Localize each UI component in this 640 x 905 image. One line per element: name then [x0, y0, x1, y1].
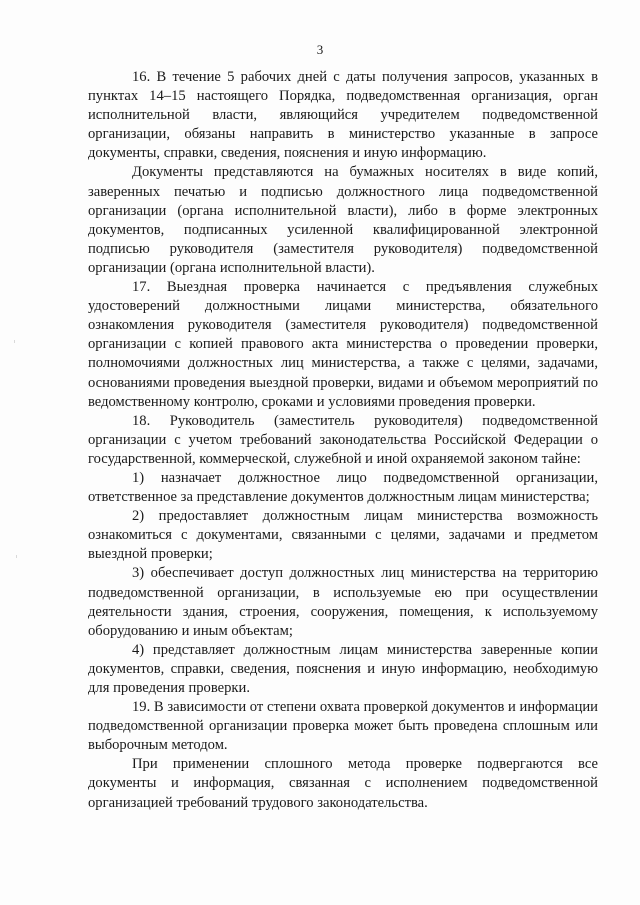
list-item-2: 2) предоставляет должностным лицам министерства возможность ознакомиться с документами, связанными с целями, задачами и предметом выездной проверки; [88, 508, 598, 563]
page-number: 3 [316, 42, 324, 57]
paragraph-documents-form: Документы представляются на бумажных носителях в виде копий, заверенных печатью и подписью должностного лица подведомственной организации (органа исполнительной власти), либо в форме электронных документов, подписанных усиленной квалифицированной электронной подписью руководителя (заместителя руководителя) подведомственной организации (органа исполнительной власти). [88, 164, 598, 276]
list-item-3: 3) обеспечивает доступ должностных лиц министерства на территорию подведомственной организации, в используемые ею при осуществлении деятельности здания, строения, сооружения, помещения, к используемому оборудованию и иным объектам; [88, 565, 598, 639]
scan-artifact [16, 555, 17, 558]
list-item-1: 1) назначает должностное лицо подведомственной организации, ответственное за представление документов должностным лицам министерства; [88, 469, 598, 506]
paragraph-18: 18. Руководитель (заместитель руководителя) подведомственной организации с учетом требований законодательства Российской Федерации о государственной, коммерческой, служебной и иной охраняемой законом тайне: [88, 412, 598, 467]
paragraph-continuous-method: При применении сплошного метода проверке подвергаются все документы и информация, связанная с исполнением подведомственной организацией требований трудового законодательства. [88, 756, 598, 811]
paragraph-17: 17. Выездная проверка начинается с предъявления служебных удостоверений должностными лицами министерства, обязательного ознакомления руководителя (заместителя руководителя) подведомственной организации с копией правового акта министерства о проведении проверки, полномочиями должностных лиц министерства, а также с целями, задачами, основаниями проведения выездной проверки, видами и объемом мероприятий по ведомственному контролю, сроками и условиями проведения проверки. [88, 279, 598, 410]
paragraph-16: 16. В течение 5 рабочих дней с даты получения запросов, указанных в пунктах 14–15 настоящего Порядка, подведомственная организация, орган исполнительной власти, являющийся учредителем подведомственной организации, обязаны направить в министерство указанные в запросе документы, справки, сведения, пояснения и иную информацию. [88, 69, 598, 162]
list-item-4: 4) представляет должностным лицам министерства заверенные копии документов, справки, сведения, пояснения и иную информацию, необходимую для проведения проверки. [88, 641, 598, 696]
scan-artifact [14, 340, 15, 343]
document-body [88, 68, 598, 813]
paragraph-19: 19. В зависимости от степени охвата проверкой документов и информации подведомственной организации проверка может быть проведена сплошным или выборочным методом. [88, 699, 598, 754]
